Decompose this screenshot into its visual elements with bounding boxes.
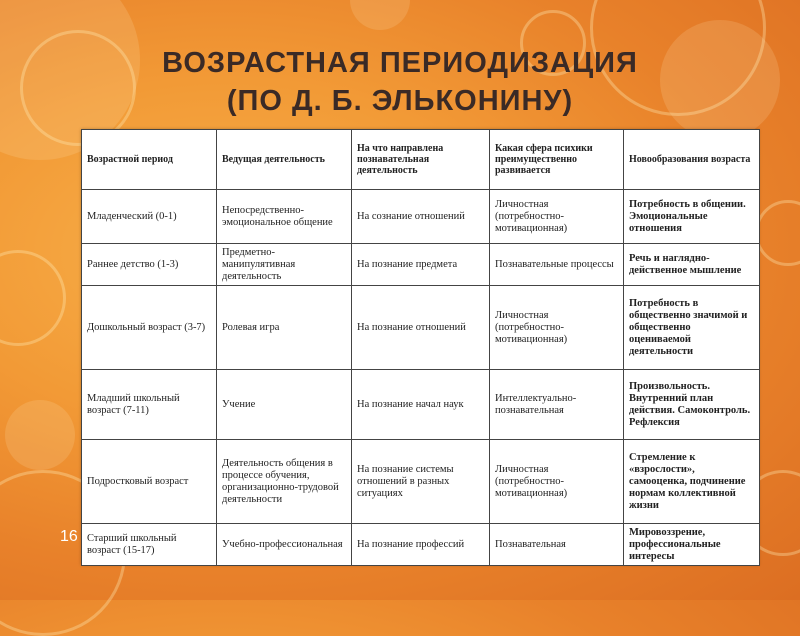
cell-leading-activity: Деятельность общения в процессе обучения, организационно-трудовой деятельности	[217, 440, 352, 524]
table-row	[82, 190, 760, 244]
cell-cognitive-direction: На познание начал наук	[352, 370, 490, 440]
background-bubble	[350, 0, 410, 30]
slide-title-line2: (ПО Д. Б. ЭЛЬКОНИНУ)	[226, 85, 574, 117]
header-cognitive-direction: На что направлена познавательная деятельность	[352, 130, 490, 190]
background-bubble	[5, 400, 75, 470]
background-ring	[0, 250, 66, 346]
table-header-row	[82, 130, 760, 190]
cell-age-period: Дошкольный возраст (3-7)	[82, 286, 217, 370]
cell-age-period: Старший школьный возраст (15-17)	[82, 524, 217, 566]
header-leading-activity: Ведущая деятельность	[217, 130, 352, 190]
cell-leading-activity: Непосредственно-эмоциональное общение	[217, 190, 352, 244]
cell-age-period: Младенческий (0-1)	[82, 190, 217, 244]
cell-age-period: Раннее детство (1-3)	[82, 244, 217, 286]
cell-cognitive-direction: На сознание отношений	[352, 190, 490, 244]
periodization-table	[81, 129, 760, 566]
cell-psyche-sphere: Личностная (потребностно-мотивационная)	[490, 190, 624, 244]
table-row	[82, 370, 760, 440]
cell-leading-activity: Ролевая игра	[217, 286, 352, 370]
cell-leading-activity: Учебно-профессиональная	[217, 524, 352, 566]
table-row	[82, 524, 760, 566]
cell-neoformations: Потребность в общественно значимой и общественно оцениваемой деятельности	[624, 286, 760, 370]
cell-cognitive-direction: На познание предмета	[352, 244, 490, 286]
cell-psyche-sphere: Познавательные процессы	[490, 244, 624, 286]
cell-age-period: Младший школьный возраст (7-11)	[82, 370, 217, 440]
cell-neoformations: Произвольность. Внутренний план действия. Самоконтроль. Рефлексия	[624, 370, 760, 440]
cell-neoformations: Речь и наглядно-действенное мышление	[624, 244, 760, 286]
cell-cognitive-direction: На познание системы отношений в разных ситуациях	[352, 440, 490, 524]
cell-psyche-sphere: Интеллектуально-познавательная	[490, 370, 624, 440]
table-row	[82, 440, 760, 524]
background-ring	[755, 200, 800, 266]
cell-age-period: Подростковый возраст	[82, 440, 217, 524]
cell-neoformations: Стремление к «взрослости», самооценка, подчинение нормам коллективной жизни	[624, 440, 760, 524]
cell-cognitive-direction: На познание профессий	[352, 524, 490, 566]
cell-leading-activity: Учение	[217, 370, 352, 440]
slide-number: 16	[60, 528, 78, 545]
cell-psyche-sphere: Познавательная	[490, 524, 624, 566]
cell-cognitive-direction: На познание отношений	[352, 286, 490, 370]
cell-neoformations: Мировоззрение, профессиональные интересы	[624, 524, 760, 566]
header-psyche-sphere: Какая сфера психики преимущественно развивается	[490, 130, 624, 190]
header-neoformations: Новообразования возраста	[624, 130, 760, 190]
header-age-period: Возрастной период	[82, 130, 217, 190]
cell-psyche-sphere: Личностная (потребностно-мотивационная)	[490, 286, 624, 370]
cell-leading-activity: Предметно-манипулятивная деятельность	[217, 244, 352, 286]
periodization-table-container	[81, 129, 759, 565]
cell-psyche-sphere: Личностная (потребностно-мотивационная)	[490, 440, 624, 524]
table-row	[82, 286, 760, 370]
slide-title	[60, 44, 740, 120]
cell-neoformations: Потребность в общении. Эмоциональные отношения	[624, 190, 760, 244]
table-row	[82, 244, 760, 286]
slide-title-line1: ВОЗРАСТНАЯ ПЕРИОДИЗАЦИЯ	[162, 47, 638, 79]
